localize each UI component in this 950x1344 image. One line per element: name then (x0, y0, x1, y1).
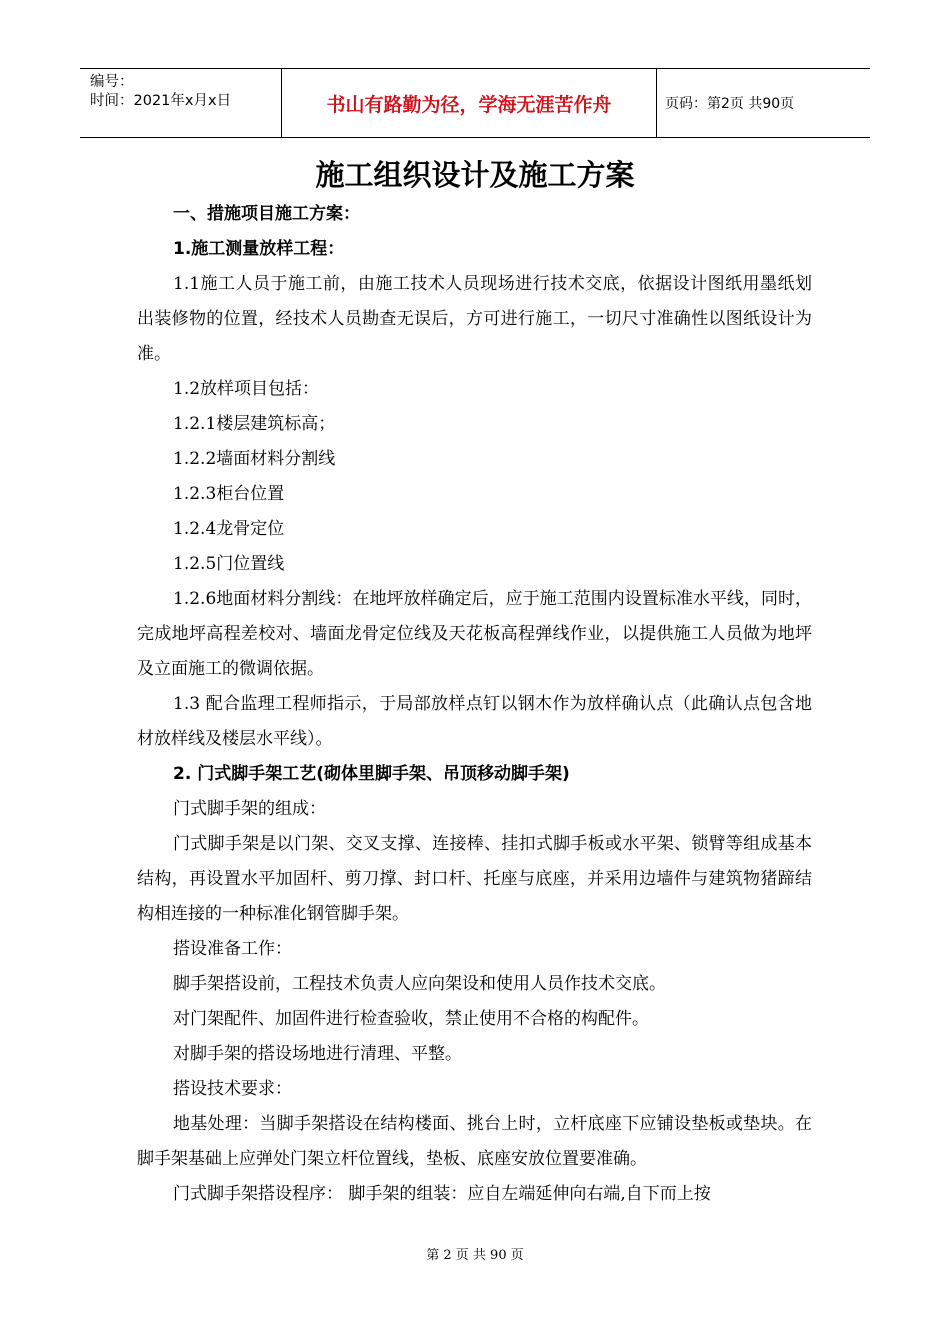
paragraph: 地基处理：当脚手架搭设在结构楼面、挑台上时，立杆底座下应铺设垫板或垫块。在脚手架基础上应弹处门架立杆位置线，垫板、底座安放位置要准确。 (137, 1114, 812, 1169)
list-item: 1.2.1楼层建筑标高； (173, 414, 336, 434)
subsection-heading: 2. 门式脚手架工艺(砌体里脚手架、吊顶移动脚手架) (173, 764, 570, 784)
paragraph: 1.1施工人员于施工前，由施工技术人员现场进行技术交底，依据设计图纸用墨纸划出装修物的位置，经技术人员勘查无误后，方可进行施工，一切尺寸准确性以图纸设计为准。 (137, 274, 812, 364)
header-page-code: 页码：第2页 共90页 (665, 96, 795, 112)
subsection-heading: 1.施工测量放样工程： (173, 239, 345, 259)
paragraph: 对门架配件、加固件进行检查验收，禁止使用不合格的构配件。 (173, 1009, 649, 1029)
list-item: 1.2.3柜台位置 (173, 484, 285, 504)
document-title: 施工组织设计及施工方案 (315, 158, 635, 192)
paragraph: 1.2.6地面材料分割线：在地坪放样确定后，应于施工范围内设置标准水平线，同时，完成地坪高程差校对、墙面龙骨定位线及天花板高程弹线作业，以提供施工人员做为地坪及立面施工的微调依据。 (137, 589, 812, 679)
page-header (80, 68, 870, 138)
paragraph: 1.3 配合监理工程师指示，于局部放样点钉以钢木作为放样确认点（此确认点包含地材放样线及楼层水平线）。 (137, 694, 812, 749)
paragraph: 门式脚手架是以门架、交叉支撑、连接棒、挂扣式脚手板或水平架、锁臂等组成基本结构，再设置水平加固杆、剪刀撑、封口杆、托座与底座，并采用边墙件与建筑物猪蹄结构相连接的一种标准化钢管脚手架。 (137, 834, 812, 924)
paragraph: 门式脚手架的组成： (173, 799, 326, 819)
paragraph: 搭设准备工作： (173, 939, 292, 959)
header-meta (80, 69, 282, 137)
paragraph: 门式脚手架搭设程序： 脚手架的组装：应自左端延伸向右端,自下而上按 (173, 1184, 711, 1204)
paragraph: 脚手架搭设前，工程技术负责人应向架设和使用人员作技术交底。 (173, 974, 666, 994)
document-time-label: 时间：2021年x月x日 (90, 93, 232, 109)
list-item: 1.2.4龙骨定位 (173, 519, 285, 539)
paragraph: 1.2放样项目包括： (173, 379, 320, 399)
page-footer: 第 2 页 共 90 页 (426, 1248, 524, 1263)
header-motto: 书山有路勤为径，学海无涯苦作舟 (282, 69, 657, 137)
list-item: 1.2.2墙面材料分割线 (173, 449, 336, 469)
document-number-label: 编号： (90, 74, 134, 90)
list-item: 1.2.5门位置线 (173, 554, 285, 574)
paragraph: 搭设技术要求： (173, 1079, 292, 1099)
section-heading: 一、措施项目施工方案： (173, 204, 360, 224)
paragraph: 对脚手架的搭设场地进行清理、平整。 (173, 1044, 462, 1064)
document-body (137, 197, 812, 1212)
